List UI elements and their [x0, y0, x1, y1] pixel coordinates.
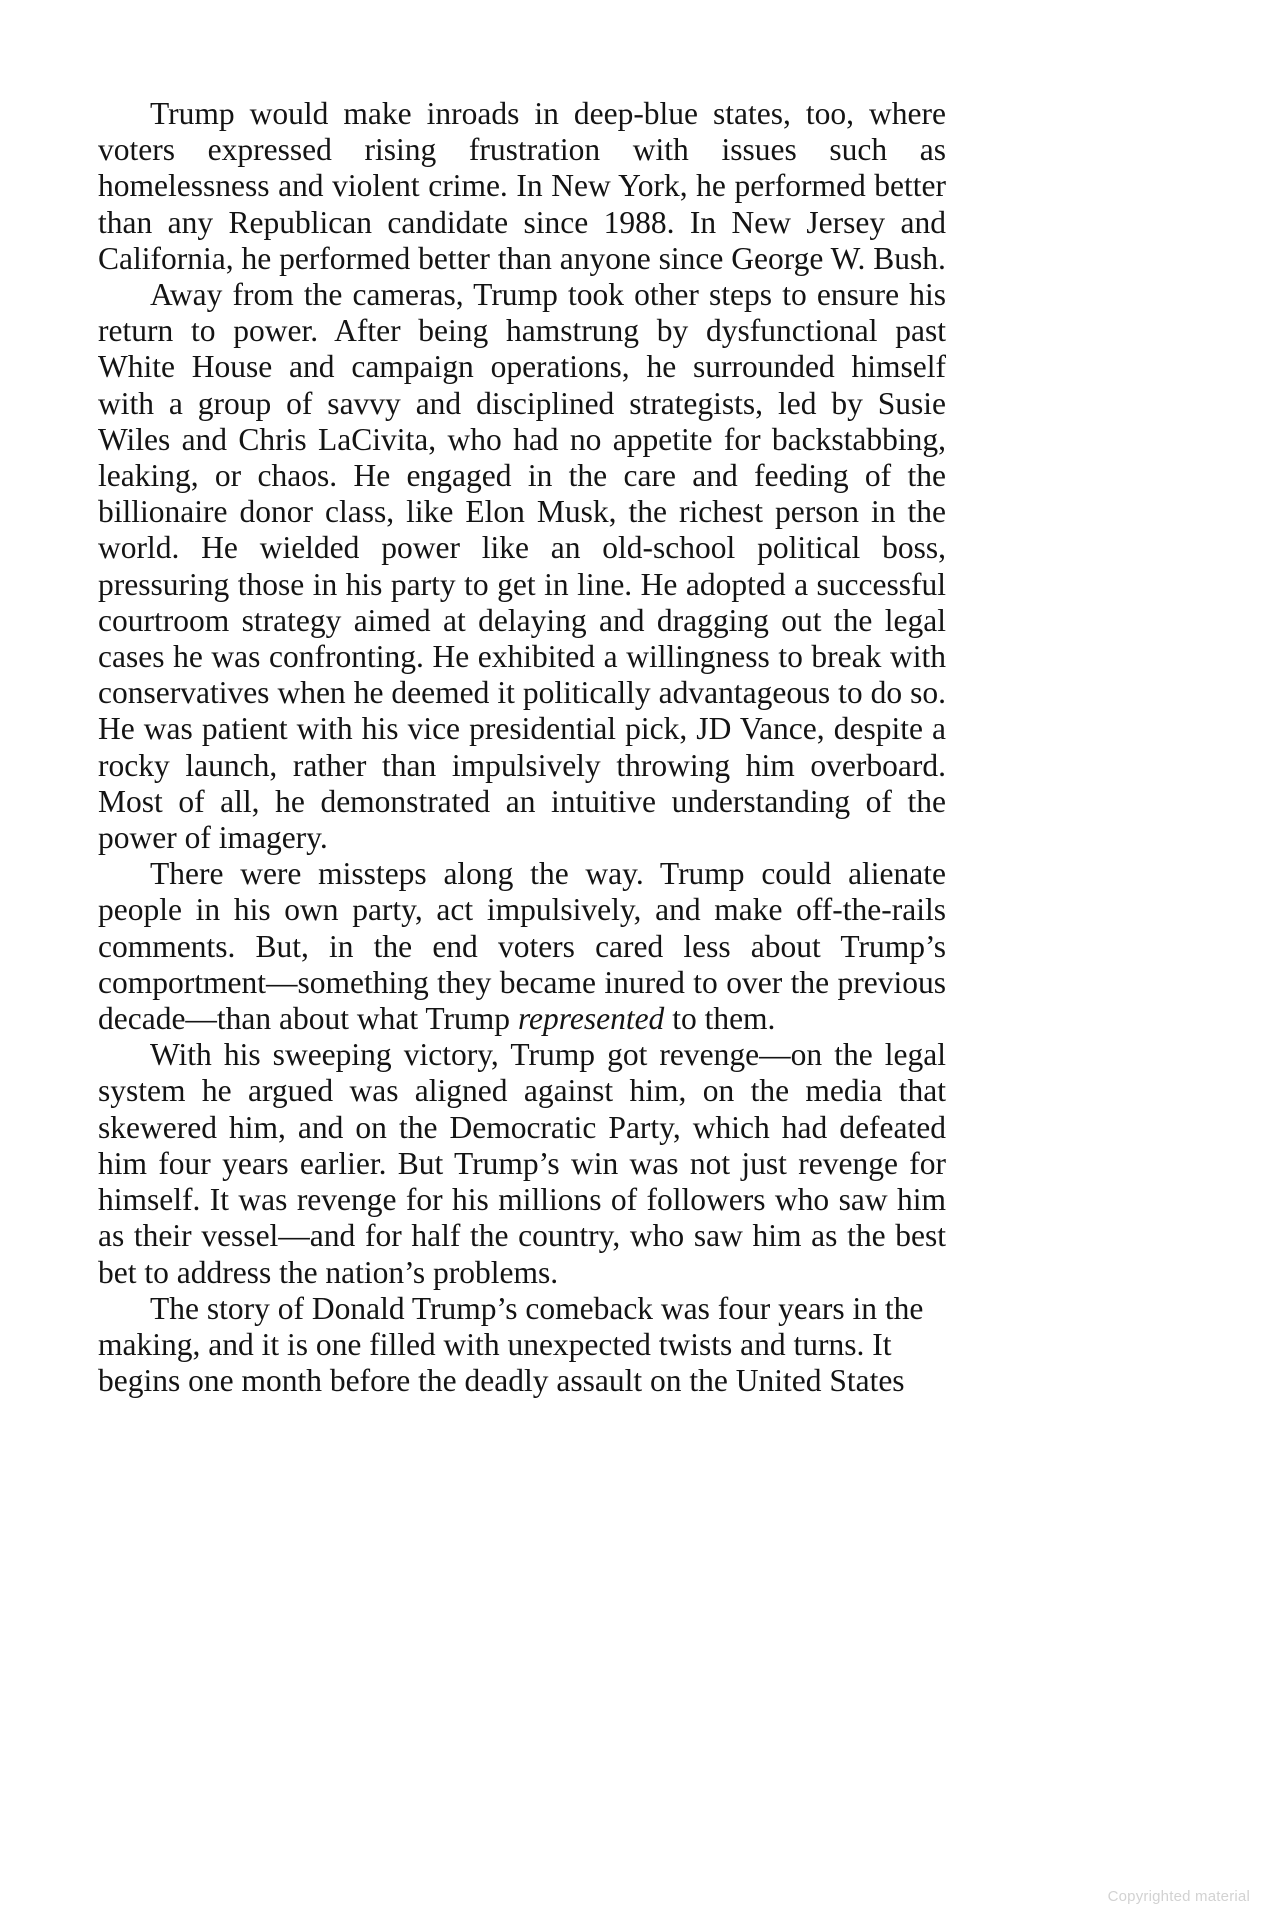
paragraph-2: Away from the cameras, Trump took other steps to ensure his return to power. After being hamstrung by dysfunctional past White House and campaign operations, he surrounded himself with a group of savvy and disciplined strategists, led by Susie Wiles and Chris LaCivita, who had no appetite for backstabbing, leaking, or chaos. He engaged in the care and feeding of the billionaire donor class, like Elon Musk, the richest person in the world. He wielded power like an old-school political boss, pressuring those in his party to get in line. He adopted a successful courtroom strategy aimed at delaying and dragging out the legal cases he was confronting. He exhibited a willingness to break with conservatives when he deemed it politically advantageous to do so. He was patient with his vice presidential pick, JD Vance, despite a rocky launch, rather than impulsively throwing him overboard. Most of all, he demonstrated an intuitive understanding of the power of imagery.	[98, 277, 946, 856]
page-body-text	[98, 96, 946, 1399]
paragraph-3-text-before-italic: There were missteps along the way. Trump could alienate people in his own party, act impulsively, and make off-the-rails comments. But, in the end voters cared less about Trump’s comportment—something they became inured to over the previous decade—than about what Trump	[98, 856, 946, 1037]
paragraph-5: The story of Donald Trump’s comeback was four years in the making, and it is one filled with unexpected twists and turns. It begins one month before the deadly assault on the United States	[98, 1290, 924, 1399]
paragraph-3	[98, 856, 946, 1037]
copyright-watermark: Copyrighted material	[1107, 1888, 1250, 1905]
paragraph-1: Trump would make inroads in deep-blue states, too, where voters expressed rising frustration with issues such as homelessness and violent crime. In New York, he performed better than any Republican candidate since 1988. In New Jersey and California, he performed better than anyone since George W. Bush.	[98, 96, 946, 276]
paragraph-4: With his sweeping victory, Trump got revenge—on the legal system he argued was aligned against him, on the media that skewered him, and on the Democratic Party, which had defeated him four years earlier. But Trump’s win was not just revenge for himself. It was revenge for his millions of followers who saw him as their vessel—and for half the country, who saw him as the best bet to address the nation’s problems.	[98, 1037, 946, 1290]
paragraph-3-text-after-italic: to them.	[664, 1001, 776, 1037]
emphasized-word-represented: represented	[517, 1001, 665, 1037]
